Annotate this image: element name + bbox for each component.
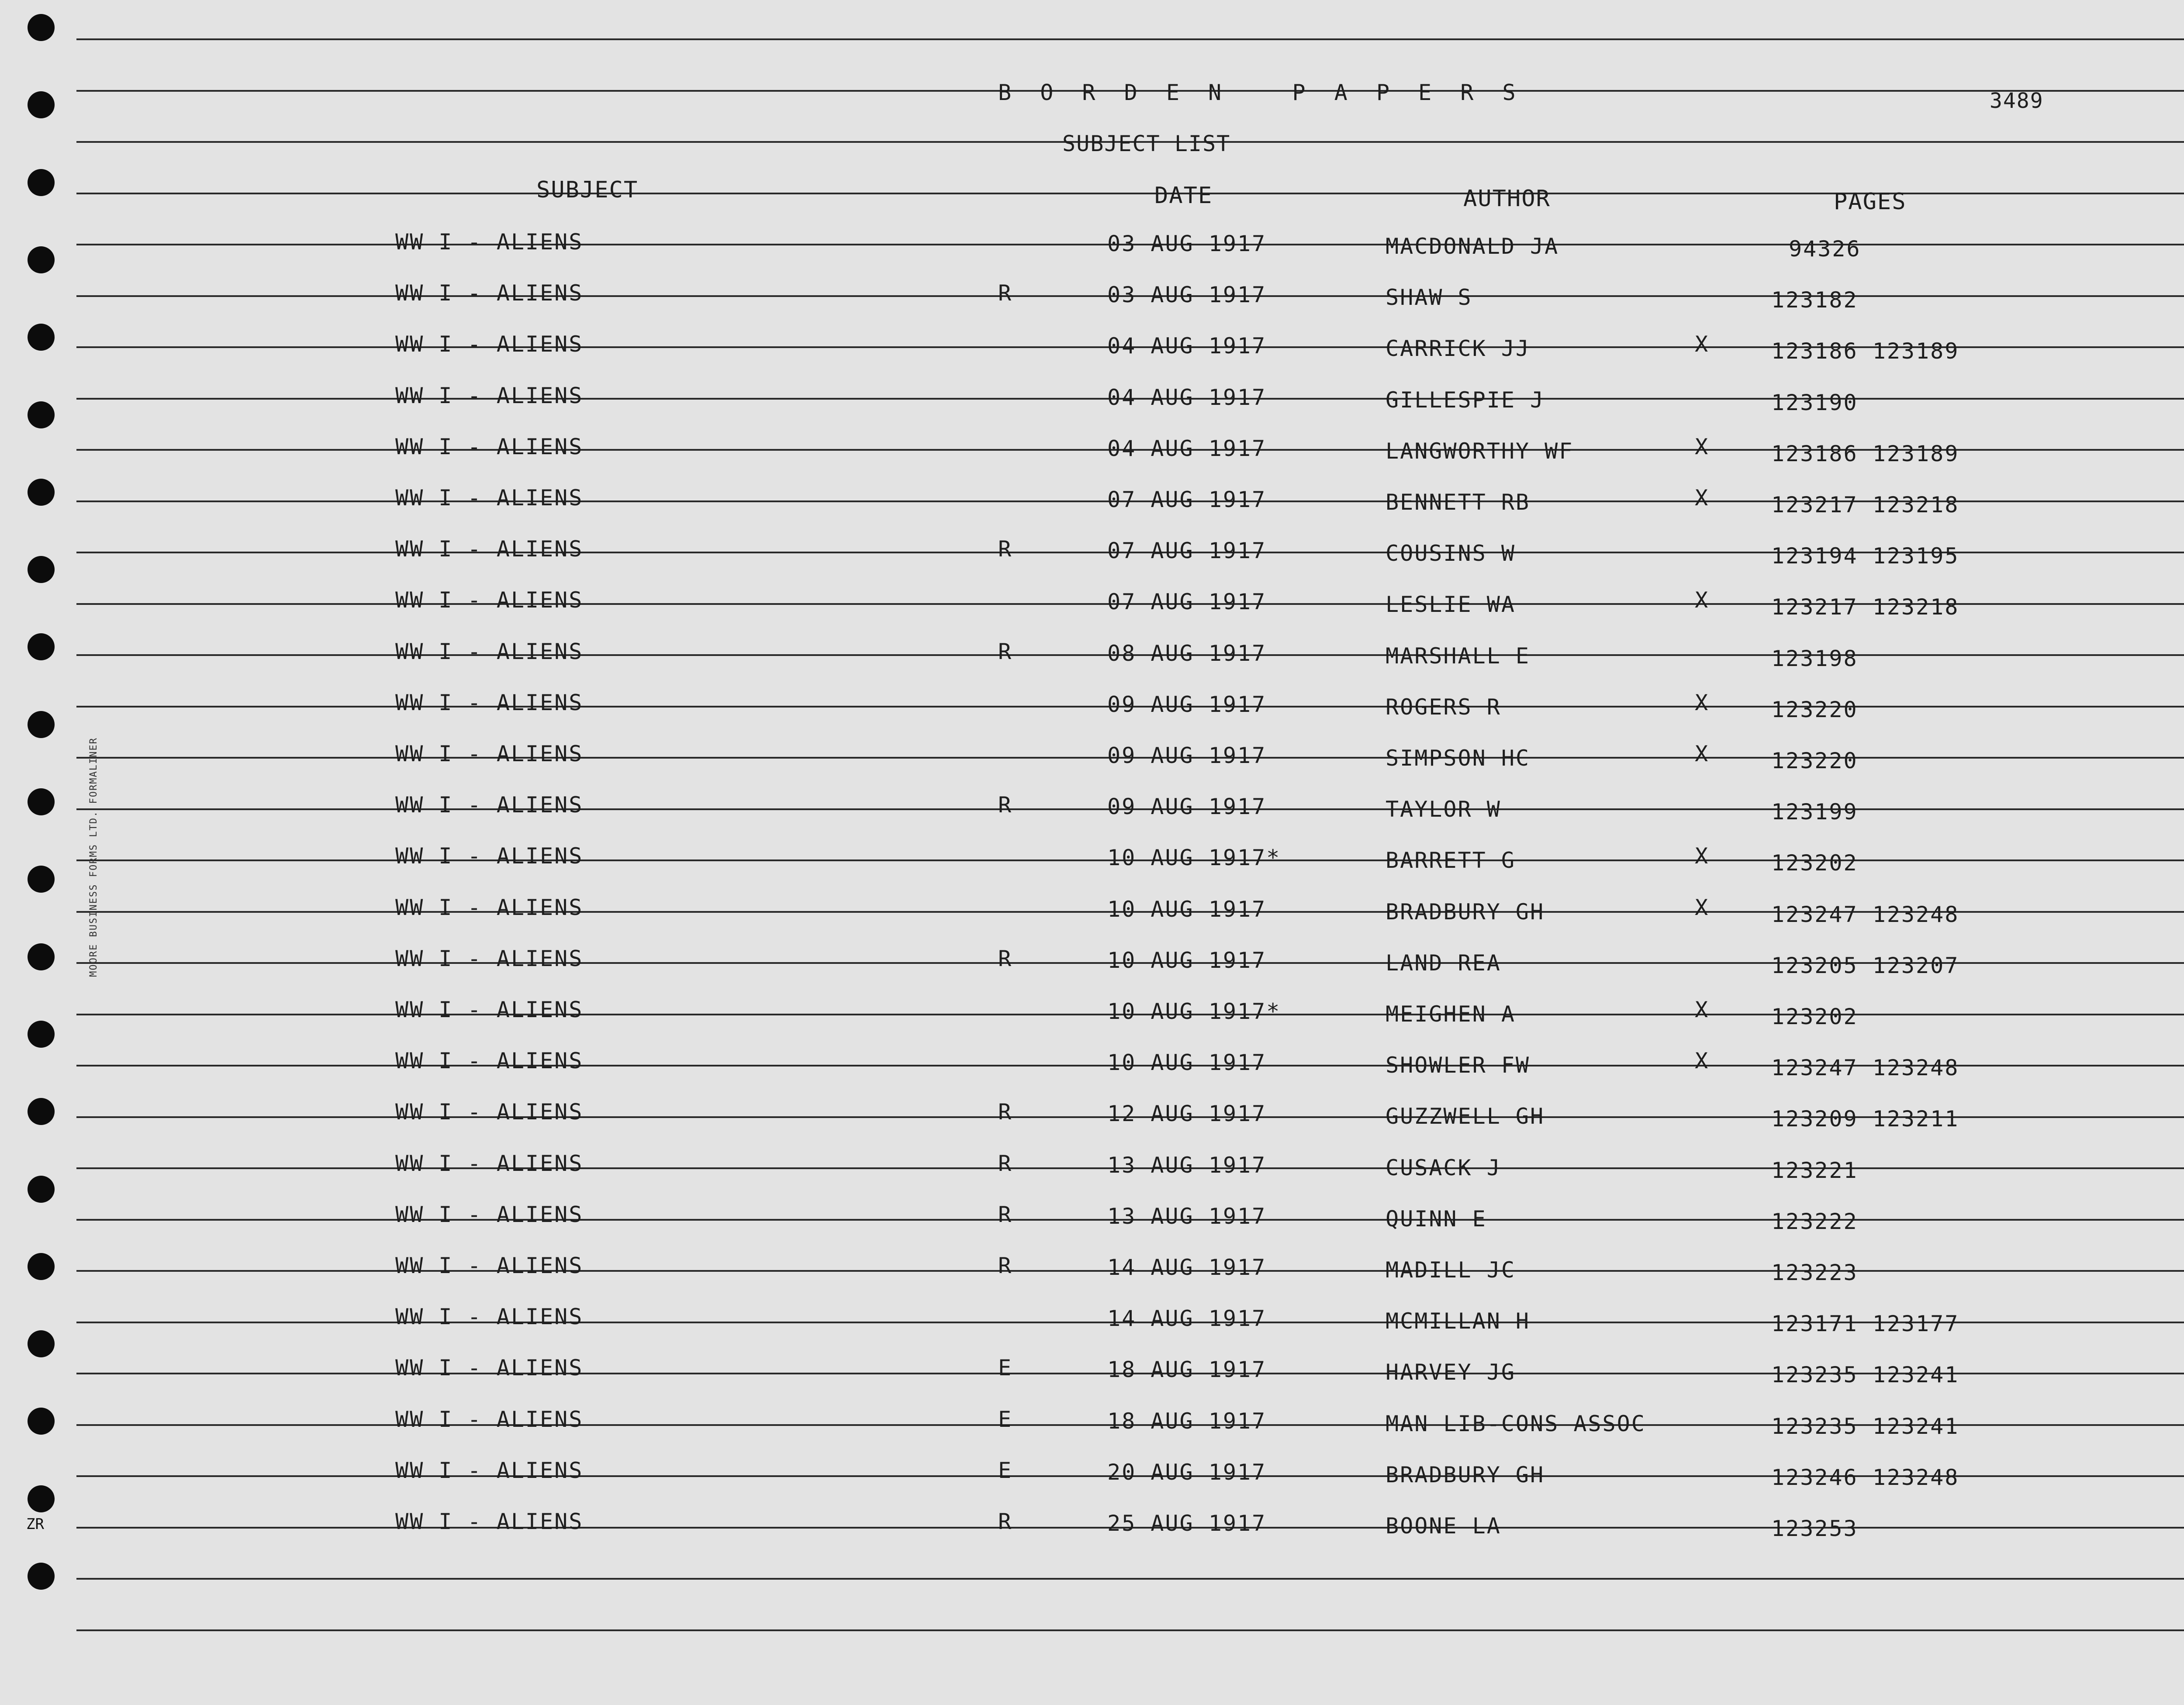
flag-cell: X [1695, 690, 1710, 715]
pages-cell: 123194 123195 [1771, 543, 1959, 569]
feed-hole [28, 633, 55, 660]
feed-hole [28, 169, 55, 196]
code-cell: R [998, 280, 1013, 306]
date-cell: 18 AUG 1917 [1107, 1408, 1267, 1434]
pages-cell: 123190 [1771, 390, 1858, 415]
author-cell: CUSACK J [1386, 1155, 1501, 1180]
author-cell: MACDONALD JA [1386, 234, 1559, 259]
pages-cell: 123186 123189 [1771, 338, 1959, 364]
date-cell: 10 AUG 1917 [1107, 948, 1267, 973]
author-cell: MADILL JC [1386, 1257, 1516, 1283]
feed-hole [28, 91, 55, 118]
subject-cell: WW I - ALIENS [395, 690, 584, 715]
code-cell: E [998, 1355, 1013, 1381]
date-cell: 04 AUG 1917 [1107, 385, 1267, 410]
feed-hole [28, 246, 55, 273]
feed-hole [28, 1176, 55, 1203]
feed-hole [28, 788, 55, 815]
date-cell: 14 AUG 1917 [1107, 1255, 1267, 1280]
code-cell: R [998, 639, 1013, 664]
feed-hole [28, 556, 55, 583]
author-cell: BOONE LA [1386, 1513, 1501, 1539]
column-header-subject: SUBJECT [536, 177, 639, 203]
date-cell: 09 AUG 1917 [1107, 743, 1267, 768]
subject-cell: WW I - ALIENS [395, 1355, 584, 1381]
subject-cell: WW I - ALIENS [395, 280, 584, 306]
date-cell: 03 AUG 1917 [1107, 282, 1267, 307]
flag-cell: X [1695, 997, 1710, 1022]
ruled-line [76, 1629, 2184, 1631]
pages-cell: 123246 123248 [1771, 1465, 1959, 1490]
author-cell: MAN LIB-CONS ASSOC [1386, 1411, 1646, 1436]
date-cell: 13 AUG 1917 [1107, 1153, 1267, 1178]
flag-cell: X [1695, 434, 1710, 459]
subject-cell: WW I - ALIENS [395, 1304, 584, 1329]
code-cell: E [998, 1458, 1013, 1483]
subject-cell: WW I - ALIENS [395, 383, 584, 408]
author-cell: MEIGHEN A [1386, 1001, 1516, 1027]
flag-cell: X [1695, 1048, 1710, 1073]
date-cell: 07 AUG 1917 [1107, 589, 1267, 614]
code-cell: R [998, 1202, 1013, 1227]
subject-cell: WW I - ALIENS [395, 792, 584, 818]
pages-cell: 123209 123211 [1771, 1106, 1959, 1132]
ruled-line [76, 38, 2184, 40]
author-cell: BARRETT G [1386, 848, 1516, 873]
date-cell: 04 AUG 1917 [1107, 333, 1267, 359]
margin-code: ZR [26, 1515, 44, 1533]
subject-cell: WW I - ALIENS [395, 229, 584, 255]
code-cell: R [998, 1253, 1013, 1278]
date-cell: 13 AUG 1917 [1107, 1204, 1267, 1229]
pages-cell: 123221 [1771, 1158, 1858, 1183]
feed-hole [28, 1563, 55, 1590]
date-cell: 18 AUG 1917 [1107, 1357, 1267, 1382]
feed-hole [28, 324, 55, 351]
date-cell: 10 AUG 1917* [1107, 999, 1281, 1024]
ruled-line [76, 1578, 2184, 1580]
column-header-pages: PAGES [1834, 189, 1907, 215]
subject-cell: WW I - ALIENS [395, 1407, 584, 1432]
feed-hole [28, 943, 55, 970]
code-cell: R [998, 1151, 1013, 1176]
flag-cell: X [1695, 741, 1710, 766]
code-cell: R [998, 1509, 1013, 1534]
date-cell: 03 AUG 1917 [1107, 231, 1267, 256]
code-cell: R [998, 946, 1013, 971]
pages-cell: 123182 [1771, 287, 1858, 313]
pages-cell: 123171 123177 [1771, 1311, 1959, 1336]
date-cell: 14 AUG 1917 [1107, 1306, 1267, 1331]
pages-cell: 123253 [1771, 1516, 1858, 1541]
flag-cell: X [1695, 485, 1710, 511]
code-cell: E [998, 1407, 1013, 1432]
author-cell: MCMILLAN H [1386, 1308, 1531, 1334]
feed-hole [28, 1485, 55, 1512]
subject-cell: WW I - ALIENS [395, 997, 584, 1022]
author-cell: LANGWORTHY WF [1386, 438, 1574, 464]
subject-cell: WW I - ALIENS [395, 587, 584, 613]
subject-cell: WW I - ALIENS [395, 946, 584, 971]
pages-cell: 123223 [1771, 1260, 1858, 1285]
feed-hole [28, 1330, 55, 1357]
pages-cell: 123220 [1771, 697, 1858, 722]
author-cell: LAND REA [1386, 950, 1501, 976]
author-cell: GILLESPIE J [1386, 387, 1545, 413]
code-cell: R [998, 536, 1013, 562]
subject-cell: WW I - ALIENS [395, 1458, 584, 1483]
page-number: 3489 [1990, 89, 2044, 113]
date-cell: 10 AUG 1917 [1107, 1050, 1267, 1075]
subject-cell: WW I - ALIENS [395, 1509, 584, 1534]
date-cell: 07 AUG 1917 [1107, 487, 1267, 512]
subject-cell: WW I - ALIENS [395, 536, 584, 562]
subject-cell: WW I - ALIENS [395, 1151, 584, 1176]
date-cell: 20 AUG 1917 [1107, 1460, 1267, 1485]
feed-hole [28, 1408, 55, 1435]
subject-cell: WW I - ALIENS [395, 1253, 584, 1278]
date-cell: 09 AUG 1917 [1107, 794, 1267, 819]
column-header-date: DATE [1154, 183, 1213, 209]
date-cell: 10 AUG 1917 [1107, 897, 1267, 922]
subject-cell: WW I - ALIENS [395, 639, 584, 664]
code-cell: R [998, 792, 1013, 818]
flag-cell: X [1695, 843, 1710, 869]
subject-cell: WW I - ALIENS [395, 485, 584, 511]
subject-cell: WW I - ALIENS [395, 1202, 584, 1227]
subject-cell: WW I - ALIENS [395, 434, 584, 459]
date-cell: 12 AUG 1917 [1107, 1101, 1267, 1126]
feed-hole [28, 401, 55, 428]
form-imprint: MOORE BUSINESS FORMS LTD. FORMALINER [88, 737, 99, 977]
pages-cell: 123217 123218 [1771, 492, 1959, 518]
author-cell: QUINN E [1386, 1206, 1487, 1232]
subject-cell: WW I - ALIENS [395, 741, 584, 766]
date-cell: 10 AUG 1917* [1107, 845, 1281, 870]
pages-cell: 123198 [1771, 646, 1858, 671]
code-cell: R [998, 1099, 1013, 1125]
pages-cell: 123217 123218 [1771, 594, 1959, 620]
pages-cell: 123222 [1771, 1209, 1858, 1234]
author-cell: MARSHALL E [1386, 643, 1531, 669]
author-cell: LESLIE WA [1386, 592, 1516, 617]
author-cell: SHOWLER FW [1386, 1053, 1531, 1078]
feed-hole [28, 14, 55, 41]
author-cell: BRADBURY GH [1386, 899, 1545, 925]
subject-cell: WW I - ALIENS [395, 331, 584, 357]
subject-list-heading: SUBJECT LIST [1062, 131, 1231, 156]
author-cell: SHAW S [1386, 285, 1472, 310]
author-cell: SIMPSON HC [1386, 746, 1531, 771]
feed-hole [28, 866, 55, 893]
subject-cell: WW I - ALIENS [395, 843, 584, 869]
date-cell: 08 AUG 1917 [1107, 641, 1267, 666]
subject-cell: WW I - ALIENS [395, 1048, 584, 1073]
column-header-author: AUTHOR [1463, 186, 1551, 212]
flag-cell: X [1695, 587, 1710, 613]
author-cell: BRADBURY GH [1386, 1462, 1545, 1488]
subject-cell: WW I - ALIENS [395, 895, 584, 920]
author-cell: CARRICK JJ [1386, 336, 1531, 361]
pages-cell: 123202 [1771, 1004, 1858, 1029]
pages-cell: 123205 123207 [1771, 953, 1959, 978]
pages-cell: 123220 [1771, 748, 1858, 773]
pages-cell: 123199 [1771, 799, 1858, 825]
pages-cell: 123235 123241 [1771, 1414, 1959, 1439]
date-cell: 25 AUG 1917 [1107, 1511, 1267, 1536]
feed-hole [28, 479, 55, 506]
feed-hole [28, 1098, 55, 1125]
author-cell: TAYLOR W [1386, 797, 1501, 822]
pages-cell: 123247 123248 [1771, 902, 1959, 927]
pages-cell: 123202 [1771, 850, 1858, 876]
pages-cell: 123235 123241 [1771, 1362, 1959, 1387]
feed-hole [28, 711, 55, 738]
author-cell: BENNETT RB [1386, 490, 1531, 515]
subject-cell: WW I - ALIENS [395, 1099, 584, 1125]
date-cell: 09 AUG 1917 [1107, 692, 1267, 717]
flag-cell: X [1695, 331, 1710, 357]
author-cell: GUZZWELL GH [1386, 1104, 1545, 1129]
author-cell: HARVEY JG [1386, 1360, 1516, 1385]
author-cell: COUSINS W [1386, 541, 1516, 566]
feed-hole [28, 1021, 55, 1048]
pages-cell: 94326 [1789, 236, 1861, 262]
flag-cell: X [1695, 895, 1710, 920]
pages-cell: 123186 123189 [1771, 441, 1959, 466]
date-cell: 04 AUG 1917 [1107, 436, 1267, 461]
document-title: B O R D E N P A P E R S [998, 80, 1524, 105]
pages-cell: 123247 123248 [1771, 1055, 1959, 1080]
feed-hole [28, 1253, 55, 1280]
author-cell: ROGERS R [1386, 694, 1501, 720]
date-cell: 07 AUG 1917 [1107, 538, 1267, 563]
